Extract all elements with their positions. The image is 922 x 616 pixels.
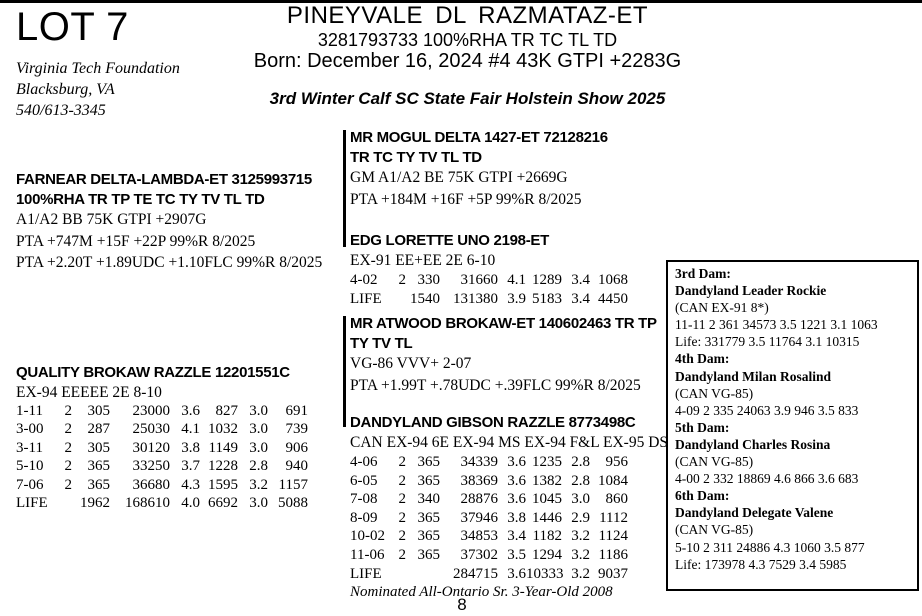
dam-entry-label: 3rd Dam: <box>675 266 731 281</box>
record-cell: 4.1 <box>507 272 526 288</box>
record-cell: 5183 <box>532 291 562 307</box>
dam-entry-label: 6th Dam: <box>675 488 730 504</box>
record-cell: 1540 <box>410 291 440 307</box>
dam-dam-records-table <box>350 453 668 583</box>
consignor-block <box>16 58 180 121</box>
record-cell: 860 <box>605 491 628 508</box>
dam-score-line: EX-94 EEEEE 2E 8-10 <box>16 383 162 401</box>
lot-number: LOT 7 <box>16 5 129 49</box>
record-cell: 36680 <box>132 476 170 493</box>
record-cell: 1235 <box>532 454 562 470</box>
record-cell: 827 <box>215 402 238 419</box>
record-cell: 365 <box>87 458 110 474</box>
sire-sire-name-line-1: MR MOGUL DELTA 1427-ET 72128216 <box>350 129 608 146</box>
record-cell: 1149 <box>208 439 238 456</box>
record-cell: 31660 <box>460 272 498 288</box>
sire-dam-block <box>350 231 628 309</box>
record-cell: LIFE <box>350 291 382 307</box>
dam-block <box>16 363 308 513</box>
record-cell: LIFE <box>16 495 48 511</box>
record-cell: 34853 <box>460 528 498 545</box>
dam-sire-name-line-2: TY TV TL <box>350 334 413 352</box>
record-cell: 7-08 <box>350 491 378 508</box>
record-row <box>350 271 628 290</box>
record-cell: 2 <box>64 476 72 493</box>
record-cell: 1182 <box>532 528 562 545</box>
extended-dams-box <box>666 260 919 591</box>
record-cell: 3.9 <box>507 291 526 307</box>
record-row <box>16 439 308 458</box>
record-cell: LIFE <box>350 565 382 582</box>
consignor-phone: 540/613-3345 <box>16 102 106 119</box>
record-cell: 168610 <box>125 495 170 511</box>
record-cell: 1084 <box>598 472 628 489</box>
dam-entry-line: (CAN VG-85) <box>675 454 754 470</box>
dam-entry-line: 4-09 2 335 24063 3.9 946 3.5 833 <box>675 402 859 418</box>
record-cell: 4-02 <box>350 272 378 288</box>
sire-sire-block <box>350 128 608 210</box>
record-cell: 2.9 <box>571 509 590 526</box>
record-cell: 3.7 <box>181 458 200 474</box>
record-cell: 34339 <box>460 454 498 470</box>
record-cell: 2 <box>64 439 72 456</box>
record-cell: 1962 <box>80 495 110 511</box>
record-cell: 287 <box>87 421 110 437</box>
record-cell: 3.0 <box>571 491 590 508</box>
consignor-location: Blacksburg, VA <box>16 81 115 98</box>
record-cell: 5-10 <box>16 458 44 474</box>
consignor-name: Virginia Tech Foundation <box>16 60 180 77</box>
record-cell: 33250 <box>132 458 170 474</box>
record-cell: 6-05 <box>350 472 378 489</box>
record-cell: 3.0 <box>249 402 268 419</box>
sire-detail-line: PTA +747M +15F +22P 99%R 8/2025 <box>16 232 256 250</box>
record-row <box>16 420 308 439</box>
record-cell: 10-02 <box>350 528 385 545</box>
record-cell: 1124 <box>598 528 628 545</box>
dam-dam-score-line: CAN EX-94 6E EX-94 MS EX-94 F&L EX-95 DS <box>350 433 669 451</box>
record-cell: 4.3 <box>181 476 200 493</box>
record-row <box>350 565 668 584</box>
record-row <box>16 476 308 495</box>
animal-born-line: Born: December 16, 2024 #4 43K GTPI +2283G <box>253 50 682 72</box>
record-cell: 956 <box>605 454 628 470</box>
record-cell: 365 <box>417 472 440 489</box>
dam-entry-name: Dandyland Leader Rockie <box>675 283 827 299</box>
record-cell: 1045 <box>532 491 562 508</box>
record-cell <box>390 290 406 309</box>
record-cell: 131380 <box>453 291 498 307</box>
record-row <box>350 527 668 546</box>
record-cell: 2 <box>398 272 406 288</box>
sire-dam-name-line: EDG LORETTE UNO 2198-ET <box>350 232 549 249</box>
record-row <box>350 546 668 565</box>
record-cell: 1228 <box>208 458 238 474</box>
record-cell: 1157 <box>278 476 308 493</box>
record-row <box>350 453 668 472</box>
dam-entry-line: 4-00 2 332 18869 4.6 866 3.6 683 <box>675 471 859 487</box>
record-cell: 340 <box>417 491 440 508</box>
record-row <box>16 457 308 476</box>
record-cell: 1112 <box>599 509 628 526</box>
record-cell: 3-00 <box>16 421 44 437</box>
record-cell: 2.8 <box>571 454 590 470</box>
record-cell: 4.0 <box>181 495 200 511</box>
dam-dam-block <box>350 413 668 601</box>
record-cell: 3.4 <box>571 291 590 307</box>
record-cell: 3.2 <box>249 476 268 493</box>
record-cell: 2 <box>398 491 406 508</box>
record-cell: 7-06 <box>16 476 44 493</box>
pedigree-bracket-dam-side <box>343 316 346 427</box>
record-cell: 38369 <box>460 472 498 489</box>
dam-entry-name: Dandyland Milan Rosalind <box>675 368 832 384</box>
record-cell <box>406 565 440 584</box>
record-cell: 3.0 <box>249 439 268 456</box>
record-cell: 1294 <box>532 546 562 563</box>
record-row <box>350 290 628 309</box>
record-cell: 28876 <box>460 491 498 508</box>
record-cell: 5088 <box>278 495 308 511</box>
sire-name-line-2: 100%RHA TR TP TE TC TY TV TL TD <box>16 190 265 208</box>
record-cell: 2 <box>398 546 406 563</box>
sire-block <box>16 170 322 274</box>
sire-sire-name-line-2: TR TC TY TV TL TD <box>350 148 482 166</box>
record-cell: 25030 <box>132 421 170 437</box>
record-cell: 4450 <box>598 291 628 307</box>
record-cell: 2.8 <box>571 472 590 489</box>
record-cell: 1382 <box>532 472 562 489</box>
record-cell: 1186 <box>598 546 628 563</box>
show-result-line: 3rd Winter Calf SC State Fair Holstein Show 2025 <box>269 89 666 108</box>
record-cell: 37302 <box>460 546 498 563</box>
record-cell: 305 <box>87 439 110 456</box>
sire-name-line-1: FARNEAR DELTA-LAMBDA-ET 3125993715 <box>16 171 312 188</box>
record-cell: 23000 <box>132 402 170 419</box>
record-cell: 3.0 <box>249 421 268 437</box>
record-cell: 2 <box>398 454 406 470</box>
animal-registration-line: 3281793733 100%RHA TR TC TL TD <box>317 30 618 50</box>
dam-sire-name-line-1: MR ATWOOD BROKAW-ET 140602463 TR TP <box>350 315 657 332</box>
dam-entry-label: 4th Dam: <box>675 351 730 367</box>
record-cell: 4-06 <box>350 454 378 470</box>
record-cell: 365 <box>417 454 440 470</box>
record-cell: 906 <box>285 439 308 456</box>
animal-name: PINEYVALE DL RAZMATAZ-ET <box>286 2 649 29</box>
dam-entry-line: Life: 173978 4.3 7529 3.4 5985 <box>675 556 847 572</box>
record-cell: 10333 <box>526 565 564 582</box>
record-cell: 8-09 <box>350 509 378 526</box>
record-cell: 3.0 <box>249 495 268 511</box>
record-cell: 2 <box>398 509 406 526</box>
record-cell: 3.4 <box>507 528 526 545</box>
dam-dam-name-line: DANDYLAND GIBSON RAZZLE 8773498C <box>350 414 636 431</box>
record-cell: 3.2 <box>571 565 590 582</box>
record-cell: 1289 <box>532 272 562 288</box>
record-cell <box>390 565 406 584</box>
record-cell: 3.6 <box>507 565 526 582</box>
record-cell: 365 <box>417 509 440 526</box>
sire-sire-detail-line: GM A1/A2 BE 75K GTPI +2669G <box>350 169 568 186</box>
record-cell: 3.5 <box>507 546 526 563</box>
record-row <box>350 472 668 491</box>
record-cell: 3.4 <box>571 272 590 288</box>
record-row <box>350 490 668 509</box>
record-cell: 305 <box>87 402 110 419</box>
record-cell: 365 <box>417 528 440 545</box>
record-cell: 330 <box>417 272 440 288</box>
dam-entry-label: 5th Dam: <box>675 419 730 435</box>
record-cell: 284715 <box>453 565 498 582</box>
dam-entry-name: Dandyland Delegate Valene <box>675 505 834 521</box>
record-cell: 1032 <box>208 421 238 437</box>
record-cell: 1595 <box>208 476 238 493</box>
dam-sire-block <box>350 314 657 396</box>
record-cell: 2 <box>398 472 406 489</box>
sire-dam-records-table <box>350 271 628 309</box>
record-cell: 3.8 <box>181 439 200 456</box>
dam-entry-name: Dandyland Charles Rosina <box>675 436 831 452</box>
dam-dam-note: Nominated All-Ontario Sr. 3-Year-Old 2008 <box>350 584 613 601</box>
record-cell: 365 <box>417 546 440 563</box>
record-cell: 3.6 <box>507 454 526 470</box>
pedigree-bracket-sire-side <box>343 130 346 247</box>
record-row <box>16 402 308 421</box>
sire-detail-line: PTA +2.20T +1.89UDC +1.10FLC 99%R 8/2025 <box>16 254 323 271</box>
sire-sire-detail-line: PTA +184M +16F +5P 99%R 8/2025 <box>350 190 582 208</box>
dam-name-line: QUALITY BROKAW RAZZLE 12201551C <box>16 364 290 381</box>
dam-sire-detail-line: PTA +1.99T +.78UDC +.39FLC 99%R 8/2025 <box>350 376 641 394</box>
dam-entry-line: Life: 331779 3.5 11764 3.1 10315 <box>675 334 860 350</box>
page-number: 8 <box>457 595 467 614</box>
dam-entry-line: (CAN VG-85) <box>675 385 754 401</box>
record-cell: 2.8 <box>249 458 268 474</box>
record-cell: 3.6 <box>507 491 526 508</box>
dam-entry-line: 11-11 2 361 34573 3.5 1221 3.1 1063 <box>675 317 878 333</box>
record-cell: 2 <box>398 528 406 545</box>
record-cell: 2 <box>64 458 72 474</box>
record-cell: 37946 <box>460 509 498 526</box>
dam-entry-line: (CAN VG-85) <box>675 522 754 538</box>
record-cell: 3.6 <box>507 472 526 489</box>
record-cell: 11-06 <box>350 546 385 563</box>
sire-dam-score-line: EX-91 EE+EE 2E 6-10 <box>350 251 496 269</box>
record-cell: 3.6 <box>181 402 200 419</box>
record-cell: 3.2 <box>571 528 590 545</box>
record-cell: 1446 <box>532 509 562 526</box>
record-cell: 4.1 <box>181 421 200 437</box>
dam-sire-detail-line: VG-86 VVV+ 2-07 <box>350 355 472 372</box>
record-cell: 1-11 <box>16 402 43 419</box>
record-cell: 30120 <box>132 439 170 456</box>
record-cell: 691 <box>285 402 308 419</box>
record-cell: 1068 <box>598 272 628 288</box>
record-cell: 3.2 <box>571 546 590 563</box>
record-cell: 739 <box>285 421 308 437</box>
dam-entry-line: (CAN EX-91 8*) <box>675 300 769 316</box>
sire-detail-line: A1/A2 BB 75K GTPI +2907G <box>16 211 207 228</box>
record-cell: 2 <box>64 402 72 419</box>
animal-header <box>240 2 695 109</box>
record-cell: 3.8 <box>507 509 526 526</box>
record-cell: 9037 <box>598 565 628 582</box>
record-row <box>16 494 308 513</box>
record-cell: 365 <box>87 476 110 493</box>
record-cell: 2 <box>64 421 72 437</box>
record-cell: 6692 <box>208 495 238 511</box>
record-row <box>350 509 668 528</box>
record-cell <box>56 494 72 513</box>
dam-entry-line: 5-10 2 311 24886 4.3 1060 3.5 877 <box>675 539 865 555</box>
record-cell: 3-11 <box>16 439 43 456</box>
record-cell: 940 <box>285 458 308 474</box>
dam-records-table <box>16 402 308 513</box>
